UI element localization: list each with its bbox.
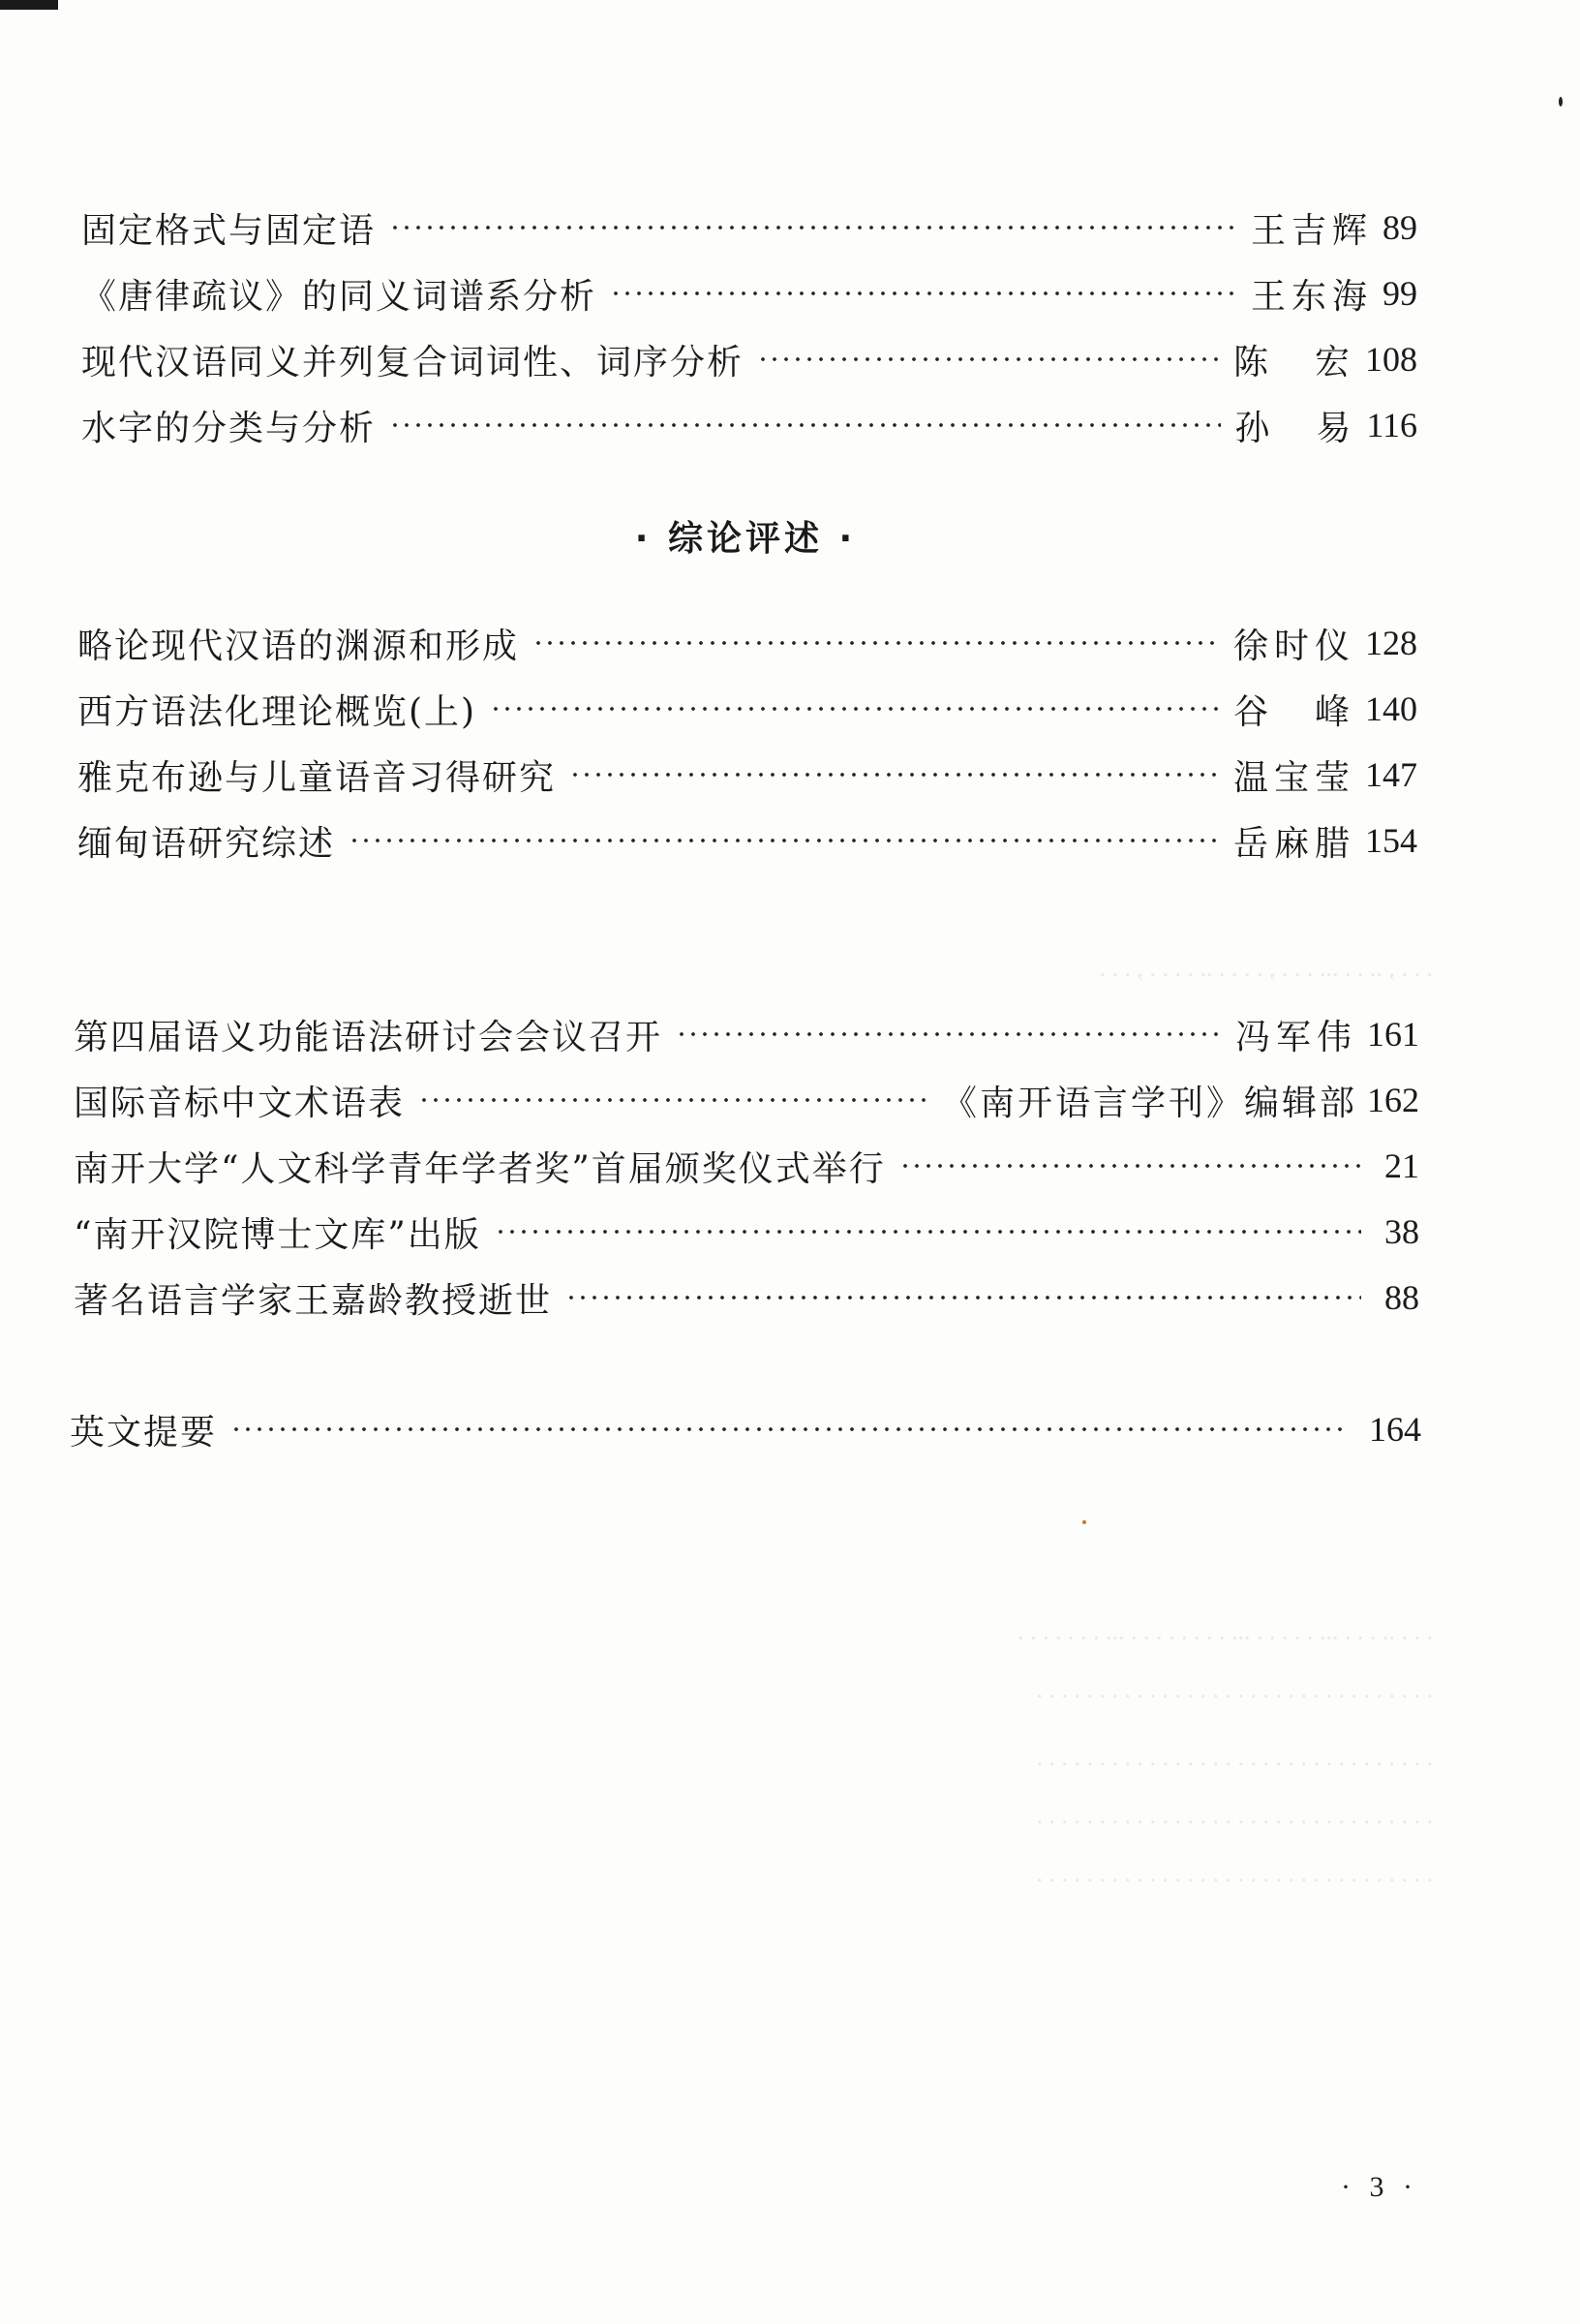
scan-speck: [1082, 1520, 1086, 1524]
leader-dots: [230, 1427, 1346, 1431]
toc-entry-page: 140: [1365, 689, 1417, 728]
bleed-through-line: . . . . . . . . . . . . . . . . . . . . . . . . . . . . . . . .: [1036, 1675, 1433, 1703]
toc-entry[interactable]: [74, 1270, 1419, 1325]
toc-entry-title: 《唐律疏议》的同义词谱系分析: [81, 276, 597, 317]
toc-entry-page: 21: [1384, 1147, 1419, 1185]
toc-entry-page: 108: [1365, 340, 1417, 379]
toc-entry-page: 38: [1384, 1212, 1419, 1251]
leader-dots: [389, 226, 1237, 229]
toc-entry[interactable]: [74, 1073, 1419, 1127]
toc-entry-page: 89: [1382, 208, 1417, 247]
toc-entry-page: 164: [1369, 1410, 1421, 1449]
toc-entry-author: 岳麻腊: [1232, 823, 1355, 864]
toc-entry[interactable]: [81, 200, 1417, 255]
leader-dots: [610, 291, 1237, 295]
toc-entry-author: 孙 易: [1234, 408, 1357, 448]
bleed-through-line: . . . .. . . . ... . . . . . ... . . . . . . . . ... . . . . . . .: [1018, 1617, 1433, 1645]
leader-dots: [565, 1296, 1361, 1300]
scan-edge-mark: [0, 0, 58, 10]
leader-dots: [676, 1032, 1222, 1036]
toc-entry-title: “南开汉院博士文库”出版: [74, 1214, 481, 1255]
bleed-through-line: . . . . . . . . . . . . . . . . . . . . . . . . . . . . . . . .: [1036, 1743, 1433, 1771]
toc-entry[interactable]: [74, 1205, 1419, 1259]
page-number: · 3 ·: [1341, 2171, 1418, 2203]
toc-entry-author: 王吉辉: [1250, 210, 1373, 251]
toc-entry-author: 《南开语言学刊》编辑部: [941, 1083, 1357, 1123]
toc-entry-title: 水字的分类与分析: [81, 408, 377, 448]
toc-entry-title: 南开大学“人文科学青年学者奖”首届颁奖仪式举行: [74, 1148, 886, 1189]
leader-dots: [495, 1230, 1361, 1234]
toc-entry[interactable]: [77, 748, 1417, 802]
bleed-through-line: . . . , .. . . ... . . . , . . . . .. . . . . , . . .: [1099, 954, 1433, 982]
scan-speck: [1559, 97, 1563, 107]
toc-entry-title: 雅克布逊与儿童语音习得研究: [77, 757, 557, 798]
toc-entry-author: 冯军伟: [1234, 1017, 1357, 1057]
leader-dots: [532, 641, 1220, 645]
toc-entry-page: 162: [1367, 1081, 1419, 1119]
toc-entry-author: 谷 峰: [1232, 691, 1355, 732]
toc-entry-title: 英文提要: [70, 1412, 218, 1452]
toc-entry[interactable]: [81, 266, 1417, 321]
toc-entry-title: 略论现代汉语的渊源和形成: [77, 626, 520, 666]
section-heading: · 综论评述 ·: [634, 519, 857, 559]
leader-dots: [569, 773, 1220, 777]
bleed-through-line: . . . . . . . . . . . . . . . . . . . . . . . . . . . . . . . .: [1036, 1859, 1433, 1887]
toc-entry-title: 第四届语义功能语法研讨会会议召开: [74, 1017, 663, 1057]
toc-entry-title: 缅甸语研究综述: [77, 823, 336, 864]
toc-entry-title: 国际音标中文术语表: [74, 1083, 406, 1123]
toc-entry[interactable]: [81, 332, 1417, 386]
leader-dots: [490, 707, 1220, 711]
leader-dots: [389, 423, 1221, 427]
leader-dots: [418, 1098, 928, 1102]
toc-entry-page: 161: [1367, 1015, 1419, 1054]
toc-entry[interactable]: [74, 1007, 1419, 1061]
toc-entry-author: 陈 宏: [1232, 342, 1355, 382]
toc-entry-title: 西方语法化理论概览(上): [77, 691, 477, 732]
toc-entry[interactable]: [77, 616, 1417, 670]
leader-dots: [349, 839, 1220, 842]
toc-entry-page: 154: [1365, 821, 1417, 860]
toc-entry-page: 88: [1384, 1278, 1419, 1317]
toc-entry-author: 徐时仪: [1232, 626, 1355, 666]
toc-entry-title: 著名语言学家王嘉龄教授逝世: [74, 1280, 553, 1321]
toc-entry-author: 温宝莹: [1232, 757, 1355, 798]
bleed-through-line: . . . . . . . . . . . . . . . . . . . . . . . . . . . . . . . .: [1036, 1801, 1433, 1829]
toc-entry-page: 128: [1365, 624, 1417, 662]
toc-entry[interactable]: [77, 813, 1417, 868]
leader-dots: [757, 357, 1220, 361]
toc-entry[interactable]: [81, 398, 1417, 452]
toc-entry[interactable]: [77, 682, 1417, 736]
toc-entry[interactable]: [74, 1139, 1419, 1193]
toc-entry-author: 王东海: [1250, 276, 1373, 317]
toc-entry-page: 116: [1366, 406, 1417, 444]
toc-entry-title: 固定格式与固定语: [81, 210, 377, 251]
toc-entry-page: 99: [1382, 274, 1417, 313]
toc-entry-title: 现代汉语同义并列复合词词性、词序分析: [81, 342, 744, 382]
toc-entry[interactable]: [70, 1402, 1421, 1456]
toc-entry-page: 147: [1365, 755, 1417, 794]
leader-dots: [899, 1164, 1361, 1168]
